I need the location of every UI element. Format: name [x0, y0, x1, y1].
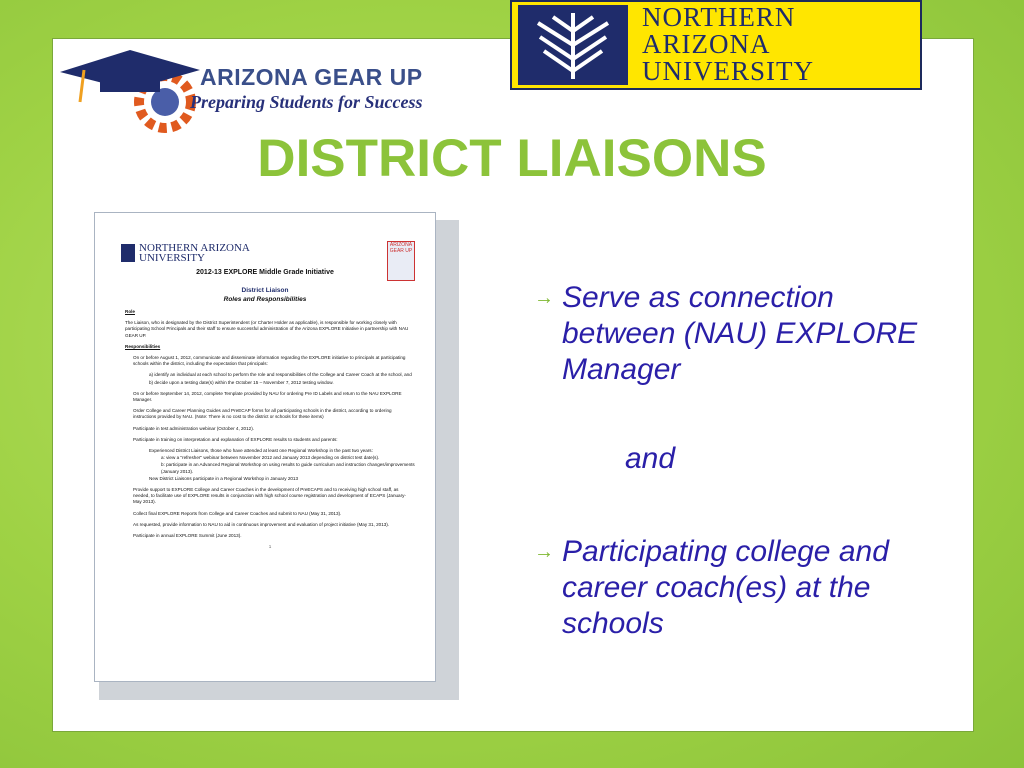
- doc-resp-label: Responsibilities: [125, 343, 161, 349]
- doc-role-text: The Liaison, who is designated by the District Superintendent (or Charter Holder as applicable), is responsible for working closely with participating School Principals and their staff to ensure successful administration of the Arizona EXPLORE Initiative in partnership with NAU GEAR UP.: [125, 320, 409, 338]
- arrow-right-icon: →: [534, 287, 554, 309]
- nau-line-3: UNIVERSITY: [642, 56, 814, 86]
- bullet-item: [528, 280, 948, 388]
- doc-item: Participate in test administration webinar (October 4, 2012).: [133, 425, 255, 431]
- doc-item: On or before August 1, 2012, communicate and disseminate information regarding the EXPLORE initiative to principals at participating schools within the district, including the expectation that principals:: [133, 355, 406, 367]
- doc-item: Participate in training on interpretation and explanation of EXPLORE results to students and parents:: [133, 436, 338, 442]
- nau-pine-icon: [518, 5, 628, 85]
- doc-item: b: participate in an Advanced Regional Workshop on using results to guide curriculum and instruction changes/improvements (January 2013).: [161, 462, 415, 474]
- and-text: and: [625, 442, 676, 475]
- doc-nau-logo: [139, 243, 250, 263]
- doc-gear-line-1: ARIZONA: [389, 242, 413, 248]
- doc-item: Collect final EXPLORE Reports from College and Career Coaches and submit to NAU (May 31, 2013).: [133, 510, 342, 516]
- gear-up-tagline: Preparing Students for Success: [190, 92, 423, 112]
- doc-subheading: District Liaison: [241, 287, 289, 294]
- doc-item: Order College and Career Planning Guides and PreECAP forms for all participating schools in the district, according to ordering instructions provided by NAU. (Note: There is no cost to the district or schools for these items): [133, 408, 392, 420]
- doc-page-number: 1: [268, 544, 272, 550]
- doc-item: As requested, provide information to NAU to aid in continuous improvement and evaluation of project initiative (May 31, 2013).: [133, 521, 390, 527]
- bullet-item: [528, 534, 948, 642]
- bullet-list: [528, 280, 948, 642]
- nau-line-1: NORTHERN: [642, 2, 796, 32]
- slide-title: DISTRICT LIAISONS: [257, 129, 767, 188]
- doc-item: b) decide upon a testing date(s) within the October 15 – November 7, 2012 testing window.: [149, 379, 334, 385]
- doc-gear-line-2: GEAR UP: [389, 248, 413, 254]
- doc-nau-icon: [121, 244, 135, 262]
- doc-nau-line-1: NORTHERN ARIZONA: [139, 242, 250, 254]
- gear-up-logo: [60, 40, 460, 135]
- nau-logo: [510, 0, 922, 90]
- document-thumbnail: [94, 212, 436, 682]
- bullet-text: Serve as connection between (NAU) EXPLORE Manager: [562, 281, 918, 386]
- nau-line-2: ARIZONA: [642, 29, 771, 59]
- doc-item: On or before September 14, 2012, complete Template provided by NAU for ordering Pre ID Labels and return to the NAU EXPLORE Manager.: [133, 390, 402, 403]
- doc-item: New District Liaisons participate in a Regional Workshop in January 2013: [149, 475, 299, 481]
- doc-item: a) identify an individual at each school to perform the role and responsibilities of the College and Career Coach at the school, and: [149, 372, 412, 378]
- doc-nau-line-2: UNIVERSITY: [139, 252, 205, 264]
- doc-body: [125, 309, 415, 555]
- nau-wordmark: [642, 4, 922, 85]
- arrow-right-icon: →: [534, 541, 554, 563]
- doc-item: Participate in annual EXPLORE Summit (June 2013).: [133, 533, 242, 539]
- bullet-text: Participating college and career coach(es) at the schools: [562, 535, 889, 640]
- gear-up-title: ARIZONA GEAR UP: [200, 64, 423, 90]
- doc-item: Provide support to EXPLORE College and Career Coaches in the development of PreECAPS and to receiving high school staff, as needed, to facilitate use of EXPLORE results in conjunction with high school course registration and development of ECAPS (January- May 2013).: [133, 487, 406, 505]
- doc-heading: 2012-13 EXPLORE Middle Grade Initiative: [196, 269, 334, 276]
- doc-item: a: view a "refresher" webinar between November 2012 and January 2013 depending on district test date(s).: [161, 455, 380, 461]
- doc-subheading-2: Roles and Responsibilities: [223, 296, 307, 303]
- doc-role-label: Role: [125, 309, 135, 314]
- doc-item: Experienced District Liaisons, those who have attended at least one Regional Workshop in the past two years:: [149, 448, 373, 454]
